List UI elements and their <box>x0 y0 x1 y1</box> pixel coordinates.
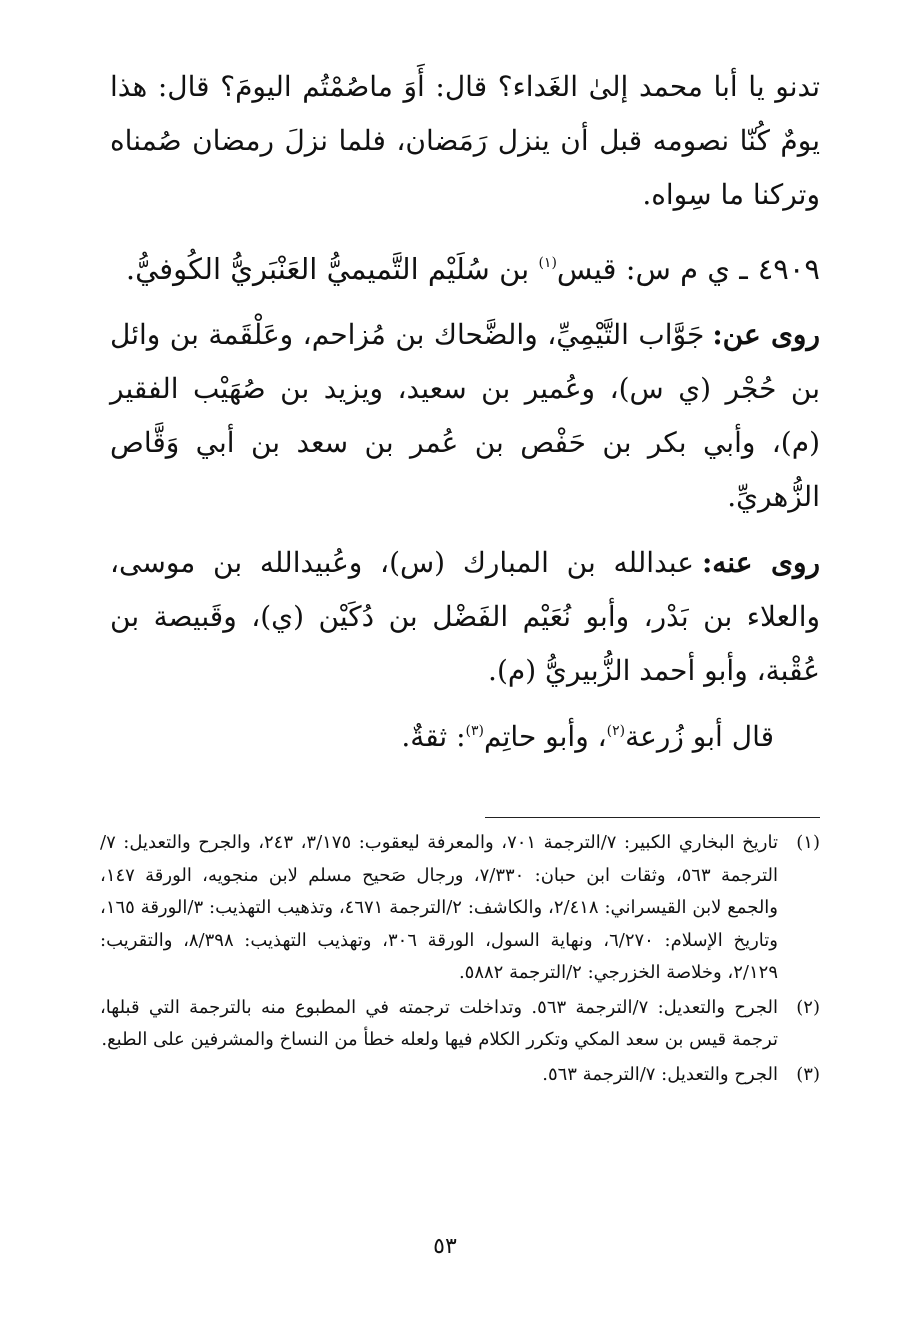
entry-heading-text-start: ـ ي م س: قيس <box>556 252 748 286</box>
footnote-1 <box>100 827 820 990</box>
footnote-3 <box>100 1059 820 1092</box>
footnote-text: الجرح والتعديل: ٧/الترجمة ٥٦٣. <box>542 1063 778 1085</box>
footnote-text: تاريخ البخاري الكبير: ٧/الترجمة ٧٠١، والمعرفة ليعقوب: ٣/١٧٥، ٢٤٣، والجرح والتعديل: ٧/الترجمة ٥٦٣، وثقات ابن حبان: ٧/٣٣٠، ورجال صَحيح مسلم لابن منجويه، الورقة ١٤٧، والجمع لابن القيسراني: ٢/٤١٨، والكاشف: ٢/الترجمة ٤٦٧١، وتذهيب التهذيب: ٣/الورقة ١٦٥، وتاريخ الإسلام: ٦/٢٧٠، ونهاية السول، الورقة ٣٠٦، وتهذيب التهذيب: ٨/٣٩٨، والتقريب: ٢/١٢٩، وخلاصة الخزرجي: ٢/الترجمة ٥٨٨٢. <box>100 832 778 983</box>
narrated-by-text: عبدالله بن المبارك (س)، وعُبيدالله بن موسى، والعلاء بن بَدْر، وأبو نُعَيْم الفَضْل بن دُكَيْن (ي)، وقَبيصة بن عُقْبة، وأبو أحمد الزُّبيريُّ (م). <box>110 546 820 687</box>
narrated-by-paragraph <box>110 536 820 698</box>
assessment-paragraph <box>110 710 820 764</box>
page-number: ٥٣ <box>433 1234 457 1259</box>
narrated-by-label: روى عنه: <box>701 546 821 579</box>
footnote-number: (١) <box>796 832 820 853</box>
assessment-text-1: قال أبو زُرعة <box>625 720 774 753</box>
footnote-ref-1: (١) <box>538 255 557 271</box>
main-text <box>110 60 820 764</box>
footnote-number: (٣) <box>796 1063 820 1085</box>
narrated-from-paragraph <box>110 308 820 524</box>
narrated-from-text: جَوَّاب التَّيْمِيِّ، والضَّحاك بن مُزاحم، وعَلْقَمة بن وائل بن حُجْر (ي س)، وعُمير بن سعيد، ويزيد بن صُهَيْب الفقير (م)، وأبي بكر بن حَفْص بن عُمر بن سعد بن أبي وَقَّاص الزُّهريِّ. <box>110 318 820 513</box>
footnote-separator <box>485 817 820 818</box>
footnote-ref-2: (٢) <box>606 723 626 739</box>
entry-number: ٤٩٠٩ <box>757 252 820 286</box>
footnotes <box>100 827 820 1093</box>
assessment-text-3: : ثقةٌ. <box>401 720 466 753</box>
footnote-number: (٢) <box>796 996 820 1018</box>
footnote-ref-3: (٣) <box>465 723 484 739</box>
narrated-from-label: روى عن: <box>712 318 820 351</box>
assessment-text-2: ، وأبو حاتِم <box>484 720 607 753</box>
entry-heading <box>110 242 820 296</box>
footnote-2 <box>100 992 820 1057</box>
opening-paragraph: تدنو يا أبا محمد إلىٰ الغَداء؟ قال: أَوَ ماصُمْتُم اليومَ؟ قال: هذا يومٌ كُنّا نصومه قبل أن ينزل رَمَضان، فلما نزلَ رمضان صُمناه وتركنا ما سِواه. <box>110 70 820 211</box>
footnote-text: الجرح والتعديل: ٧/الترجمة ٥٦٣. وتداخلت ترجمته في المطبوع منه بالترجمة التي قبلها، ترجمة قيس بن سعد المكي وتكرر الكلام فيها ولعله خطأ من النساخ والمشرفين على الطبع. <box>100 996 779 1050</box>
entry-heading-text-end: بن سُلَيْم التَّميميُّ العَنْبَريُّ الكُوفيُّ. <box>125 252 530 286</box>
